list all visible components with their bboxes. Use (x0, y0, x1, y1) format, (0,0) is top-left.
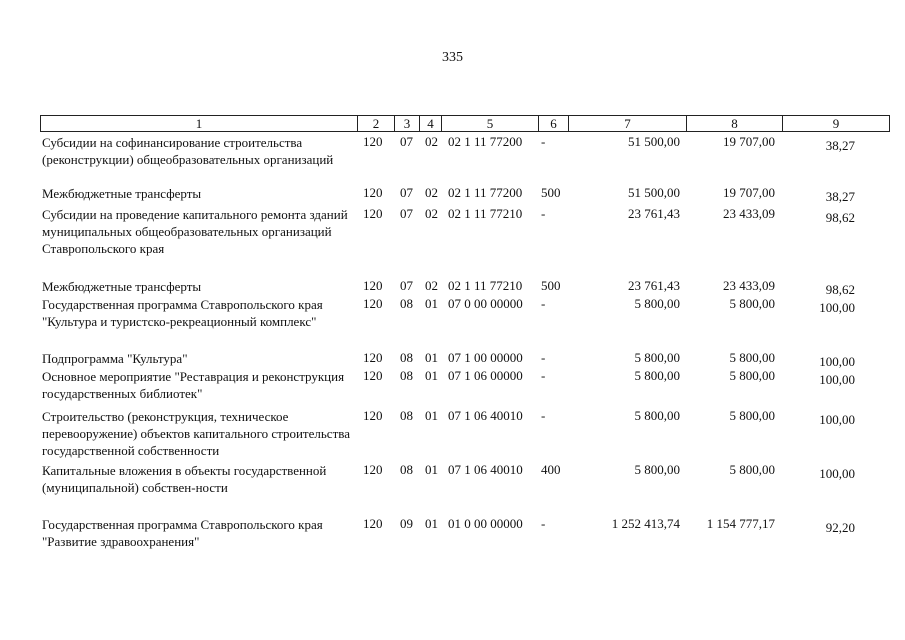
row-col-7: 23 761,43 (628, 278, 680, 293)
row-col-3: 07 (400, 134, 413, 149)
row-col-7: 5 800,00 (634, 462, 680, 477)
table-body (0, 132, 905, 554)
row-col-4: 01 (425, 462, 438, 477)
row-col-9: 100,00 (819, 300, 855, 315)
header-col-9: 9 (832, 116, 840, 131)
table-header (40, 115, 890, 132)
row-name: Строительство (реконструкция, техническое перевооружение) объектов капитального строительства государственной собственности (42, 409, 350, 458)
header-col-2: 2 (358, 116, 395, 131)
row-name: Государственная программа Ставропольского края "Культура и туристско-рекреационный комплекс" (42, 297, 323, 329)
row-col-6: - (541, 408, 546, 423)
row-name: Субсидии на софинансирование строительства (реконструкции) общеобразовательных организаций (42, 135, 334, 167)
header-col-8: 8 (687, 116, 783, 131)
row-col-5: 02 1 11 77200 (448, 185, 523, 200)
row-col-7: 23 761,43 (628, 206, 680, 221)
row-col-8: 5 800,00 (729, 408, 775, 423)
row-col-8: 19 707,00 (723, 134, 775, 149)
row-col-2: 120 (363, 185, 383, 200)
row-col-6: - (541, 296, 546, 311)
row-col-8: 23 433,09 (723, 206, 775, 221)
row-col-4: 01 (425, 368, 438, 383)
row-col-5: 02 1 11 77210 (448, 278, 523, 293)
row-col-7: 5 800,00 (634, 350, 680, 365)
row-col-8: 5 800,00 (729, 350, 775, 365)
row-col-3: 07 (400, 278, 413, 293)
row-col-8: 1 154 777,17 (706, 516, 775, 531)
header-col-1: 1 (41, 116, 358, 131)
row-name: Межбюджетные трансферты (42, 279, 202, 294)
table-row (0, 294, 905, 348)
row-col-3: 09 (400, 516, 413, 531)
header-col-7: 7 (569, 116, 687, 131)
row-name: Основное мероприятие "Реставрация и реконструкция государственных библиотек" (42, 369, 345, 401)
row-col-6: 400 (541, 462, 561, 477)
row-col-5: 01 0 00 00000 (448, 516, 523, 531)
table-row (0, 348, 905, 369)
row-col-3: 08 (400, 296, 413, 311)
row-col-9: 100,00 (819, 372, 855, 387)
row-col-2: 120 (363, 134, 383, 149)
row-col-3: 08 (400, 350, 413, 365)
row-col-8: 23 433,09 (723, 278, 775, 293)
table-row (0, 183, 905, 204)
row-col-9: 38,27 (825, 138, 855, 153)
row-col-6: - (541, 350, 546, 365)
row-col-9: 100,00 (819, 466, 855, 481)
row-col-8: 5 800,00 (729, 368, 775, 383)
row-name: Подпрограмма "Культура" (42, 351, 188, 366)
row-col-4: 01 (425, 408, 438, 423)
row-col-7: 51 500,00 (628, 134, 680, 149)
row-col-8: 5 800,00 (729, 296, 775, 311)
page-number: 335 (442, 50, 463, 65)
row-col-4: 02 (425, 185, 438, 200)
table-row (0, 132, 905, 183)
row-col-5: 07 1 00 00000 (448, 350, 523, 365)
row-col-7: 5 800,00 (634, 368, 680, 383)
row-col-3: 08 (400, 408, 413, 423)
row-col-5: 07 1 06 40010 (448, 462, 523, 477)
row-col-2: 120 (363, 278, 383, 293)
row-col-6: - (541, 368, 546, 383)
row-col-5: 02 1 11 77200 (448, 134, 523, 149)
row-col-8: 19 707,00 (723, 185, 775, 200)
row-col-9: 92,20 (825, 520, 855, 535)
row-col-6: - (541, 134, 546, 149)
row-col-3: 07 (400, 206, 413, 221)
row-col-4: 02 (425, 278, 438, 293)
row-col-9: 98,62 (825, 210, 855, 225)
row-col-4: 01 (425, 350, 438, 365)
row-col-5: 07 0 00 00000 (448, 296, 523, 311)
row-name: Субсидии на проведение капитального ремонта зданий муниципальных общеобразовательных организаций Ставропольского края (42, 207, 348, 256)
row-col-9: 98,62 (825, 282, 855, 297)
row-col-5: 02 1 11 77210 (448, 206, 523, 221)
row-col-8: 5 800,00 (729, 462, 775, 477)
row-col-9: 100,00 (819, 412, 855, 427)
row-col-2: 120 (363, 206, 383, 221)
row-col-7: 5 800,00 (634, 408, 680, 423)
row-name: Капитальные вложения в объекты государственной (муниципальной) собствен-ности (42, 463, 327, 495)
row-col-6: 500 (541, 278, 561, 293)
row-col-5: 07 1 06 40010 (448, 408, 523, 423)
row-name: Государственная программа Ставропольского края "Развитие здравоохранения" (42, 517, 323, 549)
header-col-5: 5 (442, 116, 539, 131)
row-col-3: 08 (400, 462, 413, 477)
row-col-2: 120 (363, 368, 383, 383)
header-col-3: 3 (395, 116, 420, 131)
row-name: Межбюджетные трансферты (42, 186, 202, 201)
row-col-4: 02 (425, 206, 438, 221)
table-row (0, 460, 905, 514)
row-col-2: 120 (363, 516, 383, 531)
row-col-2: 120 (363, 296, 383, 311)
header-col-4: 4 (420, 116, 442, 131)
row-col-7: 51 500,00 (628, 185, 680, 200)
row-col-9: 38,27 (825, 189, 855, 204)
row-col-6: - (541, 516, 546, 531)
row-col-4: 02 (425, 134, 438, 149)
row-col-5: 07 1 06 00000 (448, 368, 523, 383)
table-row (0, 366, 905, 406)
table-row (0, 276, 905, 297)
row-col-4: 01 (425, 296, 438, 311)
row-col-2: 120 (363, 408, 383, 423)
row-col-2: 120 (363, 462, 383, 477)
table-row (0, 406, 905, 460)
row-col-7: 5 800,00 (634, 296, 680, 311)
row-col-4: 01 (425, 516, 438, 531)
table-row (0, 514, 905, 554)
row-col-3: 08 (400, 368, 413, 383)
row-col-9: 100,00 (819, 354, 855, 369)
row-col-2: 120 (363, 350, 383, 365)
header-col-6: 6 (539, 116, 569, 131)
row-col-6: 500 (541, 185, 561, 200)
row-col-3: 07 (400, 185, 413, 200)
row-col-6: - (541, 206, 546, 221)
table-row (0, 204, 905, 276)
row-col-7: 1 252 413,74 (611, 516, 680, 531)
